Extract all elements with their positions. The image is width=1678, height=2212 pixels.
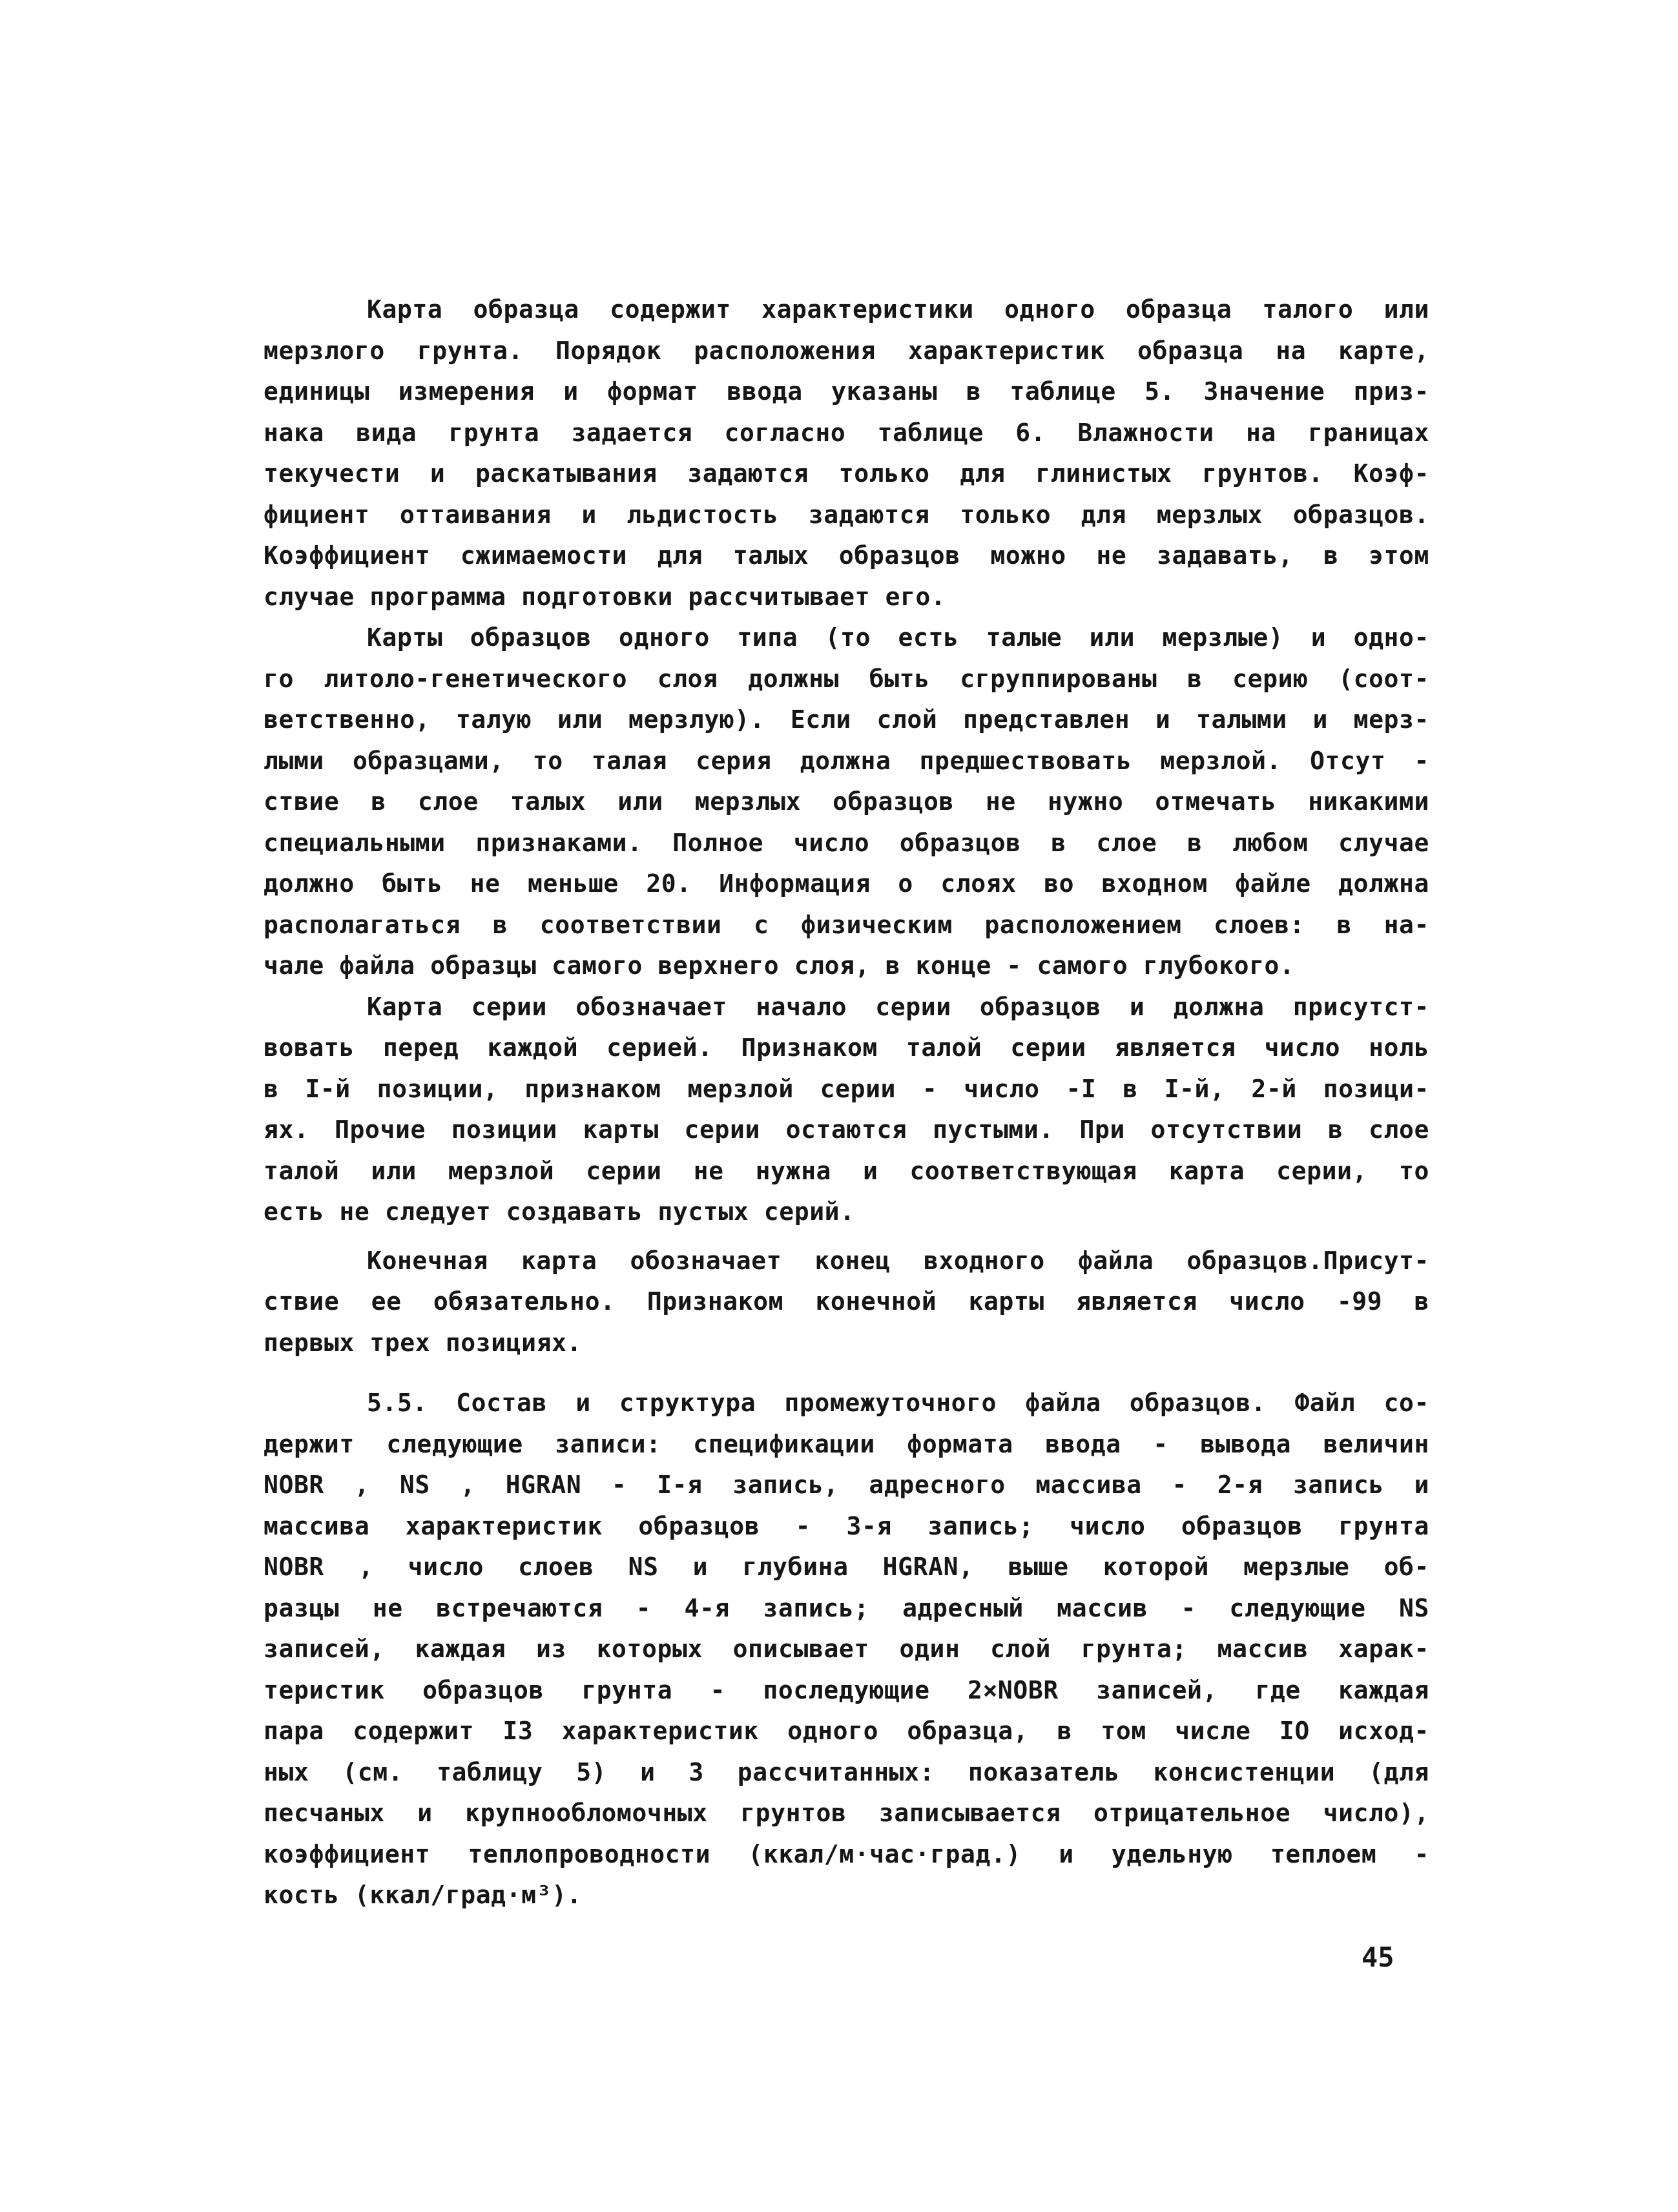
text-line: лыми образцами, то талая серия должна предшествовать мерзлой. Отсут - [264,746,1429,775]
text-line: ствие в слое талых или мерзлых образцов не нужно отмечать никакими [264,787,1429,816]
section-heading-line: 5.5. Состав и структура промежуточного файла образцов. Файл со- [367,1389,1429,1417]
text-line: держит следующие записи: спецификации формата ввода - вывода величин [264,1429,1429,1458]
body-text [264,289,1429,1916]
paragraph-2 [264,617,1429,987]
text-line: ях. Прочие позиции карты серии остаются пустыми. При отсутствии в слое [264,1115,1429,1144]
text-line: NOBR , NS , HGRAN - I-я запись, адресного массива - 2-я запись и [264,1471,1429,1499]
text-line: коэффициент теплопроводности (ккал/м·час·град.) и удельную теплоем - [264,1839,1429,1868]
paragraph-1 [264,289,1429,617]
text-line: располагаться в соответствии с физическим расположением слоев: в на- [264,910,1429,939]
text-line: фициент оттаивания и льдистость задаются только для мерзлых образцов. [264,500,1429,529]
text-line: первых трех позициях. [264,1328,583,1357]
text-line: кость (ккал/град·м³). [264,1881,583,1909]
text-line: пара содержит I3 характеристик одного образца, в том числе IO исход- [264,1717,1429,1745]
paragraph-4 [264,1241,1429,1364]
text-line: Карта серии обозначает начало серии образцов и должна присутст- [367,992,1429,1021]
text-line: NOBR , число слоев NS и глубина HGRAN, выше которой мерзлые об- [264,1553,1429,1581]
text-line: талой или мерзлой серии не нужна и соответствующая карта серии, то [264,1156,1429,1185]
text-line: единицы измерения и формат ввода указаны в таблице 5. Значение приз- [264,377,1429,406]
text-line: должно быть не меньше 20. Информация о слоях во входном файле должна [264,869,1429,898]
text-line: есть не следует создавать пустых серий. [264,1197,855,1226]
paragraph-gap [264,1233,1429,1241]
text-line: ствие ее обязательно. Признаком конечной карты является число -99 в [264,1287,1429,1316]
text-line: песчаных и крупнообломочных грунтов записывается отрицательное число), [264,1799,1429,1827]
text-line: Карты образцов одного типа (то есть талые или мерзлые) и одно- [367,623,1429,652]
paragraph-5 [264,1383,1429,1916]
text-line: теристик образцов грунта - последующие 2×NOBR записей, где каждая [264,1675,1429,1704]
text-line: разцы не встречаются - 4-я запись; адресный массив - следующие NS [264,1593,1429,1622]
text-line: вовать перед каждой серией. Признаком талой серии является число ноль [264,1033,1429,1062]
text-line: случае программа подготовки рассчитывает его. [264,582,946,611]
text-line: мерзлого грунта. Порядок расположения характеристик образца на карте, [264,336,1429,365]
page-number: 45 [1362,1941,1394,1973]
text-line: Коэффициент сжимаемости для талых образцов можно не задавать, в этом [264,541,1429,570]
text-line: Карта образца содержит характеристики одного образца талого или [367,295,1429,324]
paragraph-3 [264,987,1429,1233]
text-line: массива характеристик образцов - 3-я запись; число образцов грунта [264,1511,1429,1540]
text-line: записей, каждая из которых описывает один слой грунта; массив харак- [264,1635,1429,1663]
text-line: чале файла образцы самого верхнего слоя, в конце - самого глубокого. [264,951,1295,980]
text-line: нака вида грунта задается согласно таблице 6. Влажности на границах [264,418,1429,447]
text-line: специальными признаками. Полное число образцов в слое в любом случае [264,828,1429,857]
text-line: ветственно, талую или мерзлую). Если слой представлен и талыми и мерз- [264,705,1429,734]
text-line: текучести и раскатывания задаются только для глинистых грунтов. Коэф- [264,459,1429,488]
text-line: в I-й позиции, признаком мерзлой серии - число -I в I-й, 2-й позици- [264,1074,1429,1103]
section-gap [264,1363,1429,1383]
text-line: ных (см. таблицу 5) и 3 рассчитанных: показатель консистенции (для [264,1757,1429,1786]
text-line: го литоло-генетического слоя должны быть сгруппированы в серию (соот- [264,664,1429,693]
text-line: Конечная карта обозначает конец входного файла образцов.Присут- [367,1246,1429,1275]
